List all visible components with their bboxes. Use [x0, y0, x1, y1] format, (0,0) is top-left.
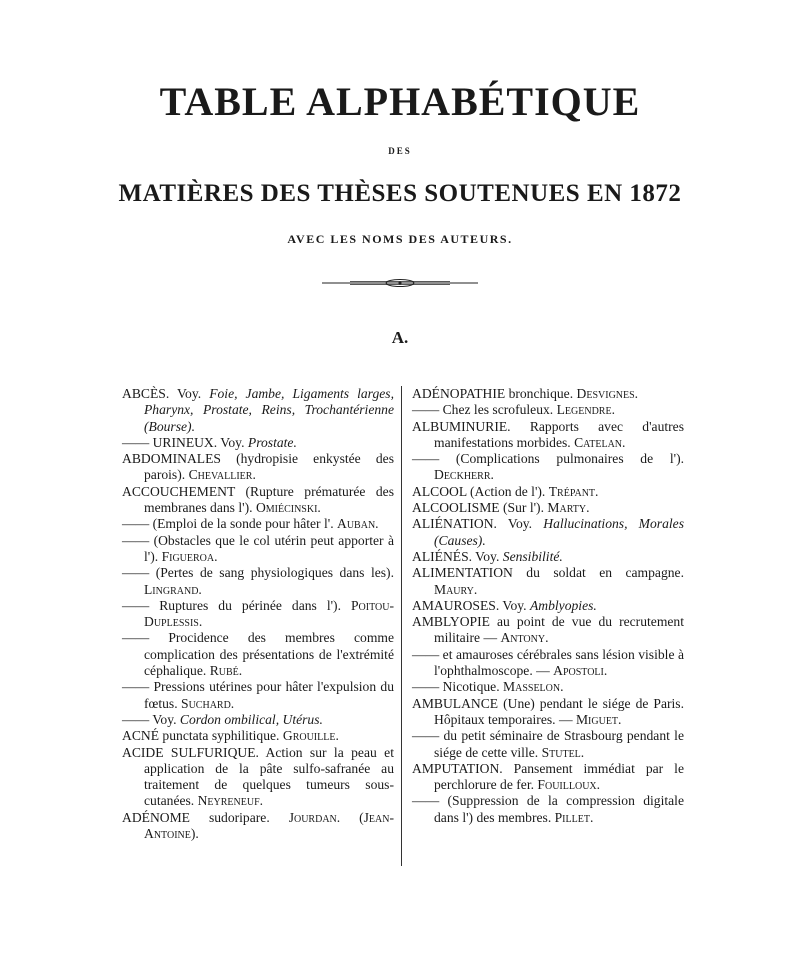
index-column-right [412, 386, 684, 826]
entry-text: (Action de l'). [470, 483, 546, 499]
entry-crossref: Foie, Jambe, Ligaments larges, Pharynx, Prostate, Reins, Trochantérienne (Bourse). [144, 386, 394, 434]
entry-heading: ALIMENTATION [412, 565, 513, 581]
entry-author: Omiécinski. [255, 500, 321, 516]
entry-author: Lingrand. [144, 581, 202, 597]
column-divider [401, 386, 402, 866]
entry-author: Figueroa. [161, 548, 218, 564]
entry-heading: —— URINEUX. Voy. [122, 434, 245, 450]
entry-heading: ADÉNOME [122, 809, 190, 825]
entry-author: Poitou-Duplessis. [144, 597, 395, 630]
entry-author: Legendre. [556, 402, 615, 418]
entry-author: Trépant. [548, 483, 599, 499]
entry-heading: —— [412, 402, 440, 418]
index-entry [412, 402, 684, 418]
entry-heading: —— [412, 728, 440, 744]
entry-author: Masselon. [503, 679, 564, 695]
index-entry [412, 728, 684, 761]
entry-heading: ALCOOL [412, 483, 467, 499]
page-title: TABLE ALPHABÉTIQUE [159, 79, 641, 124]
entry-text: Rapports avec d'autres manifestations morbides. [434, 418, 684, 450]
entry-heading: —— [122, 532, 150, 548]
entry-heading: —— [412, 451, 440, 467]
entry-crossref: Hallucinations, Morales (Causes). [434, 516, 684, 548]
entry-author: Desvignes. [576, 386, 639, 401]
entry-text: (Suppression de la compression digitale dans l') des membres. [434, 793, 684, 825]
entry-author: Marty. [547, 500, 590, 516]
entry-heading: —— [122, 597, 150, 613]
index-entry [412, 565, 684, 598]
entry-text: (Rupture prématurée des membranes dans l'). [144, 483, 395, 516]
index-column-left [122, 386, 394, 842]
entry-crossref: Amblyopies. [529, 597, 597, 613]
entry-text: sudoripare. [208, 809, 270, 825]
index-entry [412, 614, 684, 647]
entry-heading: ABDOMINALES [122, 451, 221, 467]
entry-author: Antony. [500, 630, 549, 646]
entry-text: (hydropisie enkystée des parois). [144, 451, 394, 483]
index-entry [122, 744, 394, 810]
entry-heading: ABCÈS. Voy. [122, 386, 202, 401]
entry-text: Action sur la peau et application de la pâte sulfo-safranée au traitement de quelques tumeurs sous-cutanées. [144, 744, 394, 809]
entry-text: Procidence des membres comme complication des présentations de l'extrémité céphalique. [144, 630, 395, 679]
index-entry [122, 483, 395, 517]
entry-author: Auban. [337, 516, 379, 532]
entry-author: Stutel. [541, 744, 585, 760]
entry-heading: AMBLYOPIE [412, 614, 490, 630]
index-entry [122, 809, 395, 843]
entry-text: au point de vue du recrutement militaire — [434, 614, 684, 646]
entry-heading: —— [412, 679, 440, 695]
index-entry [122, 532, 394, 566]
entry-text: Pansement immédiat par le perchlorure de fer. [434, 760, 684, 793]
entry-text: (Obstacles que le col utérin peut apporter à l'). [144, 532, 394, 564]
entry-text: bronchique. [508, 386, 574, 401]
index-entry [122, 434, 394, 451]
entry-author: Grouille. [282, 728, 339, 744]
index-entry [412, 679, 684, 695]
index-entry [122, 516, 394, 532]
index-entry [412, 483, 684, 500]
entry-author: Apostoli. [553, 663, 608, 679]
entry-text: (Sur l'). [503, 500, 544, 516]
entry-crossref: Prostate. [247, 434, 297, 450]
entry-heading: ADÉNOPATHIE [412, 386, 506, 401]
entry-heading: —— [122, 630, 150, 646]
entry-author: Neyreneuf. [197, 793, 264, 809]
index-entry [412, 451, 684, 484]
index-entry [412, 793, 684, 826]
entry-heading: ALIÉNÉS. Voy. [412, 548, 500, 564]
index-entry [412, 418, 684, 452]
entry-crossref: Cordon ombilical, Utérus. [179, 711, 323, 727]
title-connector: DES [388, 146, 412, 156]
index-entry [412, 760, 684, 794]
entry-text: (Complications pulmonaires de l'). [455, 451, 684, 467]
entry-heading: ALCOOLISME [412, 500, 500, 516]
entry-heading: AMBULANCE [412, 695, 499, 711]
index-entry [122, 679, 394, 712]
entry-author: Pillet. [554, 809, 594, 825]
index-entry [412, 597, 684, 614]
entry-text: Nicotique. [442, 679, 500, 695]
entry-text: (Pertes de sang physiologiques dans les). [155, 565, 394, 581]
index-entry [412, 695, 684, 729]
index-entry [122, 728, 394, 744]
section-letter: A. [391, 328, 409, 347]
entry-author: Catelan. [574, 434, 626, 450]
entry-author: Chevallier. [188, 467, 256, 483]
entry-heading: —— [122, 679, 150, 695]
index-entry [122, 597, 395, 631]
entry-heading: —— [122, 565, 150, 581]
entry-text: Chez les scrofuleux. [442, 402, 554, 418]
entry-text: punctata syphilitique. [162, 728, 280, 744]
entry-heading: AMPUTATION. [412, 760, 503, 776]
index-entry [122, 386, 394, 435]
entry-text: Pressions utérines pour hâter l'expulsion du fœtus. [144, 679, 394, 711]
ornament-divider-icon [320, 278, 480, 288]
entry-heading: ACCOUCHEMENT [122, 483, 236, 499]
entry-text: (Emploi de la sonde pour hâter l'. [152, 516, 334, 532]
entry-heading: ALIÉNATION. Voy. [412, 516, 533, 532]
index-entry [412, 516, 684, 549]
page-subtitle: MATIÈRES DES THÈSES SOUTENUES EN 1872 [118, 180, 682, 207]
entry-heading: —— [412, 646, 440, 662]
entry-text: et amauroses cérébrales sans lésion visible à l'ophthalmoscope. — [434, 646, 684, 679]
entry-text: (Une) pendant le siége de Paris. Hôpitaux temporaires. — [434, 695, 684, 727]
entry-heading: AMAUROSES. Voy. [412, 597, 527, 613]
entry-author: Fouilloux. [537, 777, 601, 793]
index-entry [122, 565, 394, 598]
entry-author: Rubé. [209, 663, 243, 679]
entry-text: du soldat en campagne. [526, 565, 684, 581]
entry-heading: —— [122, 516, 150, 532]
index-entry [412, 646, 684, 680]
entry-text: du petit séminaire de Strasbourg pendant le siége de cette ville. [434, 728, 684, 760]
authors-line: AVEC LES NOMS DES AUTEURS. [287, 232, 513, 246]
entry-crossref: Sensibilité. [502, 548, 563, 564]
entry-author: Suchard. [181, 695, 235, 711]
entry-heading: —— [412, 793, 440, 809]
index-entry [412, 500, 684, 516]
entry-author: Maury. [434, 581, 478, 597]
index-entry [122, 630, 395, 679]
index-entry [412, 386, 684, 402]
index-entry [412, 548, 684, 565]
index-entry [122, 711, 394, 728]
entry-text: Ruptures du périnée dans l'). [159, 597, 341, 613]
entry-author: Miguet. [575, 711, 622, 727]
index-entry [122, 451, 394, 484]
entry-heading: —— Voy. [122, 711, 177, 727]
entry-heading: ACIDE SULFURIQUE. [122, 744, 259, 760]
entry-heading: ALBUMINURIE. [412, 418, 511, 434]
entry-author: Deckherr. [434, 467, 494, 483]
entry-author: Jourdan. (Jean-Antoine). [144, 809, 395, 842]
entry-heading: ACNÉ [122, 728, 160, 744]
